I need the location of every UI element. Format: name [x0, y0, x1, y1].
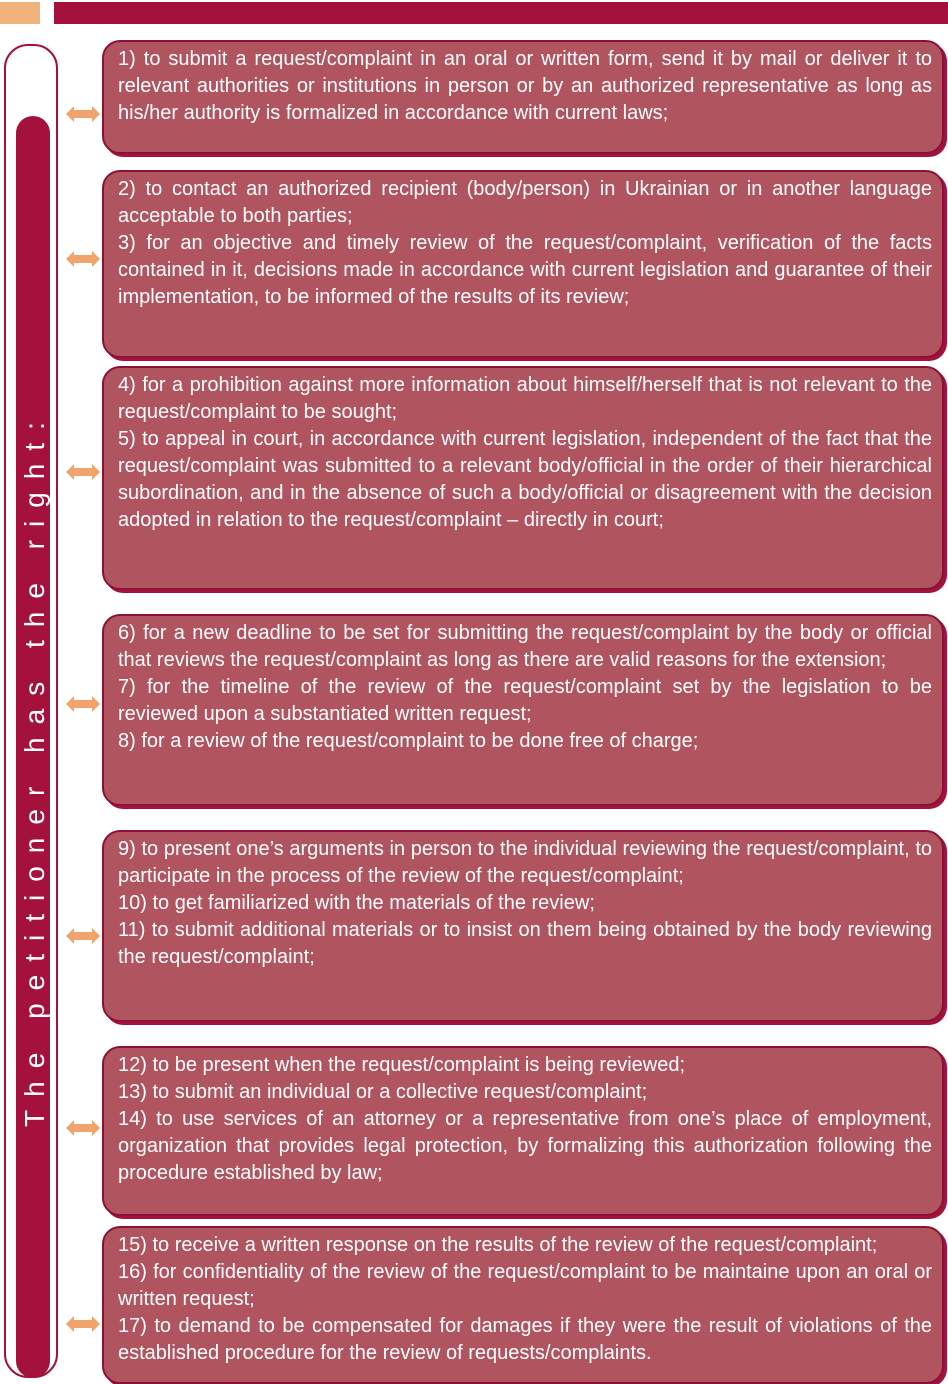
right-item: 9) to present one’s arguments in person to the individual reviewing the request/complaint, to participate in the process of the review of the request/complaint; [118, 838, 932, 887]
rights-box-5 [102, 830, 944, 1022]
right-item: 13) to submit an individual or a collective request/complaint; [118, 1081, 648, 1103]
double-arrow-icon [66, 928, 100, 944]
rights-box-4 [102, 614, 944, 806]
right-item: 8) for a review of the request/complaint to be done free of charge; [118, 730, 699, 752]
rights-box-7 [102, 1226, 944, 1384]
rights-box-6 [102, 1046, 944, 1216]
rights-box-3 [102, 366, 944, 590]
top-header-bar [54, 2, 948, 24]
double-arrow-icon [66, 1316, 100, 1332]
right-item: 14) to use services of an attorney or a representative from one’s place of employment, organization that provides legal protection, by formalizing this authorization following the procedure established by law; [118, 1108, 932, 1184]
right-item: 12) to be present when the request/complaint is being reviewed; [118, 1054, 686, 1076]
right-item: 2) to contact an authorized recipient (body/person) in Ukrainian or in another language acceptable to both parties; [118, 178, 932, 227]
right-item: 11) to submit additional materials or to insist on them being obtained by the body reviewing the request/complaint; [118, 919, 932, 968]
right-item: 1) to submit a request/complaint in an oral or written form, send it by mail or deliver it to relevant authorities or institutions in person or by an authorized representative as long as his/her authority is formalized in accordance with current laws; [118, 48, 932, 124]
double-arrow-icon [66, 106, 100, 122]
orange-square-decoration [0, 2, 40, 24]
right-item: 6) for a new deadline to be set for submitting the request/complaint by the body or official that reviews the request/complaint as long as there are valid reasons for the extension; [118, 622, 932, 671]
right-item: 17) to demand to be compensated for damages if they were the result of violations of the established procedure for the review of requests/complaints. [118, 1315, 932, 1364]
double-arrow-icon [66, 251, 100, 267]
side-label: The petitioner has the right: [19, 409, 50, 1127]
double-arrow-icon [66, 464, 100, 480]
right-item: 15) to receive a written response on the results of the review of the request/complaint; [118, 1234, 878, 1256]
right-item: 7) for the timeline of the review of the request/complaint set by the legislation to be reviewed upon a substantiated written request; [118, 676, 932, 725]
double-arrow-icon [66, 696, 100, 712]
rights-box-2 [102, 170, 944, 358]
double-arrow-icon [66, 1120, 100, 1136]
side-panel [4, 44, 58, 1378]
right-item: 10) to get familiarized with the materials of the review; [118, 892, 595, 914]
rights-box-1 [102, 40, 944, 154]
right-item: 3) for an objective and timely review of the request/complaint, verification of the facts contained in it, decisions made in accordance with current legislation and guarantee of their implementation, to be informed of the results of its review; [118, 232, 932, 308]
right-item: 16) for confidentiality of the review of the request/complaint to be maintaine upon an oral or written request; [118, 1261, 932, 1310]
right-item: 4) for a prohibition against more information about himself/herself that is not relevant to the request/complaint to be sought; [118, 374, 932, 423]
right-item: 5) to appeal in court, in accordance with current legislation, independent of the fact that the request/complaint was submitted to a relevant body/official in the order of their hierarchical subordination, and in the absence of such a body/official or disagreement with the decision adopted in relation to the request/complaint – directly in court; [118, 428, 932, 531]
